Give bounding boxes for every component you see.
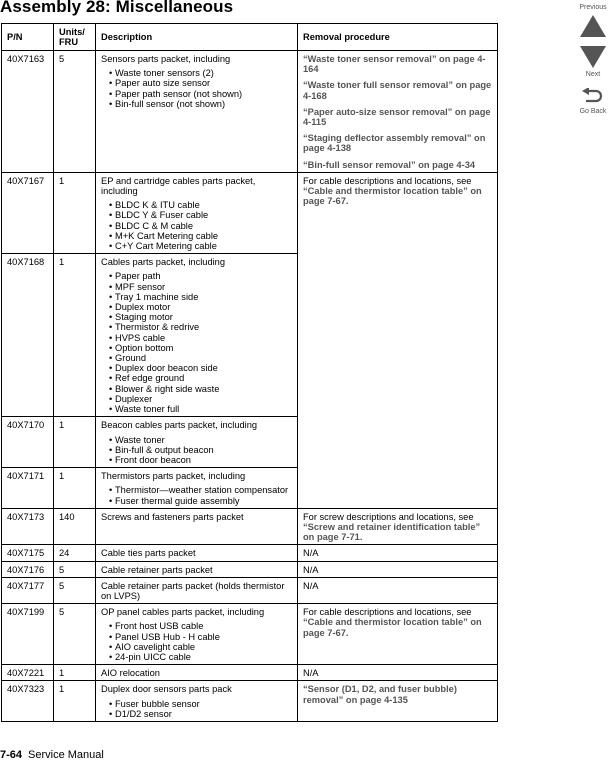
description-cell bbox=[96, 417, 298, 468]
removal-text: For screw descriptions and locations, see bbox=[303, 511, 474, 522]
list-item: • Duplexer bbox=[101, 394, 294, 404]
previous-button[interactable] bbox=[570, 4, 608, 37]
units-cell: 140 bbox=[54, 508, 96, 545]
arrow-down-icon bbox=[580, 46, 606, 68]
description-cell bbox=[96, 254, 298, 417]
list-item: • Bin-full sensor (not shown) bbox=[101, 99, 294, 109]
removal-text: For cable descriptions and locations, see bbox=[303, 175, 472, 186]
units-cell: 1 bbox=[54, 417, 96, 468]
units-cell: 5 bbox=[54, 604, 96, 665]
column-header-description: Description bbox=[96, 24, 298, 51]
list-item: • Waste toner sensors (2) bbox=[101, 68, 294, 78]
table-header-row bbox=[2, 24, 498, 51]
included-items-list bbox=[101, 699, 294, 719]
list-item: • Paper auto size sensor bbox=[101, 78, 294, 88]
removal-cell bbox=[298, 508, 498, 545]
table-row bbox=[2, 508, 498, 545]
description-text: EP and cartridge cables parts packet, including bbox=[101, 175, 256, 197]
removal-link[interactable]: “Cable and thermistor location table” on page 7-67. bbox=[303, 186, 482, 207]
list-item: • BLDC K & ITU cable bbox=[101, 200, 294, 210]
pn-cell: 40X7176 bbox=[2, 561, 54, 577]
units-cell: 1 bbox=[54, 681, 96, 722]
removal-cell: N/A bbox=[298, 665, 498, 681]
list-item: • BLDC C & M cable bbox=[101, 221, 294, 231]
units-cell: 1 bbox=[54, 254, 96, 417]
page-number: 7-64 bbox=[0, 749, 23, 761]
description-text: Beacon cables parts packet, including bbox=[101, 420, 258, 431]
removal-cell bbox=[298, 172, 498, 508]
description-cell: Screws and fasteners parts packet bbox=[96, 508, 298, 545]
removal-link[interactable]: “Bin-full sensor removal” on page 4-34 bbox=[303, 159, 476, 170]
table-row bbox=[2, 577, 498, 603]
included-items-list bbox=[101, 200, 294, 251]
removal-cell: N/A bbox=[298, 561, 498, 577]
list-item: • M+K Cart Metering cable bbox=[101, 231, 294, 241]
list-item: • Tray 1 machine side bbox=[101, 292, 294, 302]
table-row bbox=[2, 604, 498, 665]
included-items-list bbox=[101, 485, 294, 505]
list-item: • Front host USB cable bbox=[101, 621, 294, 631]
description-cell bbox=[96, 51, 298, 173]
column-header-pn: P/N bbox=[2, 24, 54, 51]
page-footer bbox=[0, 749, 104, 761]
list-item: • HVPS cable bbox=[101, 333, 294, 343]
list-item: • Paper path bbox=[101, 271, 294, 281]
removal-cell: N/A bbox=[298, 577, 498, 603]
removal-cell: N/A bbox=[298, 545, 498, 561]
description-cell: Cable retainer parts packet (holds thermistor on LVPS) bbox=[96, 577, 298, 603]
list-item: • Staging motor bbox=[101, 312, 294, 322]
table-row bbox=[2, 665, 498, 681]
description-text: Duplex door sensors parts pack bbox=[101, 684, 232, 695]
description-cell bbox=[96, 468, 298, 509]
units-cell: 1 bbox=[54, 172, 96, 253]
parts-table bbox=[1, 23, 498, 722]
table-row bbox=[2, 51, 498, 173]
units-cell: 24 bbox=[54, 545, 96, 561]
pn-cell: 40X7171 bbox=[2, 468, 54, 509]
column-header-removal: Removal procedure bbox=[298, 24, 498, 51]
list-item: • Duplex motor bbox=[101, 302, 294, 312]
list-item: • 24-pin UICC cable bbox=[101, 652, 294, 662]
list-item: • Paper path sensor (not shown) bbox=[101, 89, 294, 99]
list-item: • Duplex door beacon side bbox=[101, 363, 294, 373]
removal-link[interactable]: “Screw and retainer identification table” on page 7-71. bbox=[303, 521, 481, 543]
units-cell: 5 bbox=[54, 51, 96, 173]
removal-text: For cable descriptions and locations, see bbox=[303, 607, 472, 618]
previous-label: Previous bbox=[579, 4, 607, 11]
list-item: • Panel USB Hub - H cable bbox=[101, 632, 294, 642]
arrow-up-icon bbox=[580, 15, 606, 37]
list-item: • Bin-full & output beacon bbox=[101, 445, 294, 455]
column-header-units: Units/ FRU bbox=[54, 24, 96, 51]
manual-title: Service Manual bbox=[28, 749, 104, 761]
list-item: • Fuser bubble sensor bbox=[101, 699, 294, 709]
list-item: • BLDC Y & Fuser cable bbox=[101, 210, 294, 220]
pn-cell: 40X7175 bbox=[2, 545, 54, 561]
removal-link[interactable]: “Waste toner full sensor removal” on page 4-168 bbox=[303, 80, 492, 101]
removal-link[interactable]: “Paper auto-size sensor removal” on page 4-115 bbox=[303, 106, 491, 128]
removal-cell bbox=[298, 51, 498, 173]
removal-link[interactable]: “Waste toner sensor removal” on page 4-164 bbox=[303, 54, 486, 75]
go-back-label: Go Back bbox=[579, 108, 607, 115]
description-cell: Cable ties parts packet bbox=[96, 545, 298, 561]
list-item: • Waste toner full bbox=[101, 404, 294, 414]
removal-link[interactable]: “Cable and thermistor location table” on page 7-67. bbox=[303, 617, 482, 638]
pn-cell: 40X7173 bbox=[2, 508, 54, 545]
list-item: • Thermistor & redrive bbox=[101, 322, 294, 332]
pn-cell: 40X7163 bbox=[2, 51, 54, 173]
next-label: Next bbox=[585, 71, 601, 78]
list-item: • Option bottom bbox=[101, 343, 294, 353]
units-cell: 5 bbox=[54, 561, 96, 577]
included-items-list bbox=[101, 621, 294, 662]
go-back-icon bbox=[582, 88, 604, 106]
pn-cell: 40X7199 bbox=[2, 604, 54, 665]
removal-link[interactable]: “Sensor (D1, D2, and fuser bubble) removal” on page 4-135 bbox=[303, 684, 457, 705]
table-row bbox=[2, 545, 498, 561]
list-item: • Thermistor—weather station compensator bbox=[101, 485, 294, 495]
list-item: • Front door beacon bbox=[101, 455, 294, 465]
pn-cell: 40X7168 bbox=[2, 254, 54, 417]
table-row bbox=[2, 172, 498, 253]
description-cell: AIO relocation bbox=[96, 665, 298, 681]
list-item: • Blower & right side waste bbox=[101, 384, 294, 394]
pn-cell: 40X7177 bbox=[2, 577, 54, 603]
list-item: • D1/D2 sensor bbox=[101, 709, 294, 719]
next-button[interactable] bbox=[570, 46, 608, 78]
description-text: OP panel cables parts packet, including bbox=[101, 607, 265, 618]
description-cell: Cable retainer parts packet bbox=[96, 561, 298, 577]
included-items-list bbox=[101, 68, 294, 109]
description-text: Sensors parts packet, including bbox=[101, 54, 231, 64]
units-cell: 5 bbox=[54, 577, 96, 603]
list-item: • Ref edge ground bbox=[101, 373, 294, 383]
page-title: Assembly 28: Miscellaneous bbox=[0, 0, 234, 16]
table-row bbox=[2, 561, 498, 577]
list-item: • Ground bbox=[101, 353, 294, 363]
description-cell bbox=[96, 172, 298, 253]
removal-cell bbox=[298, 681, 498, 722]
list-item: • C+Y Cart Metering cable bbox=[101, 241, 294, 251]
units-cell: 1 bbox=[54, 468, 96, 509]
description-text: Cables parts packet, including bbox=[101, 257, 226, 268]
included-items-list bbox=[101, 271, 294, 414]
table-row bbox=[2, 681, 498, 722]
pn-cell: 40X7170 bbox=[2, 417, 54, 468]
description-text: Thermistors parts packet, including bbox=[101, 471, 246, 482]
units-cell: 1 bbox=[54, 665, 96, 681]
removal-cell bbox=[298, 604, 498, 665]
list-item: • Waste toner bbox=[101, 435, 294, 445]
pn-cell: 40X7221 bbox=[2, 665, 54, 681]
description-cell bbox=[96, 681, 298, 722]
included-items-list bbox=[101, 435, 294, 466]
removal-link[interactable]: “Staging deflector assembly removal” on page 4-138 bbox=[303, 133, 486, 154]
list-item: • MPF sensor bbox=[101, 282, 294, 292]
go-back-button[interactable] bbox=[570, 88, 608, 115]
description-cell bbox=[96, 604, 298, 665]
list-item: • Fuser thermal guide assembly bbox=[101, 496, 294, 506]
pn-cell: 40X7167 bbox=[2, 172, 54, 253]
list-item: • AIO cavelight cable bbox=[101, 642, 294, 652]
pn-cell: 40X7323 bbox=[2, 681, 54, 722]
